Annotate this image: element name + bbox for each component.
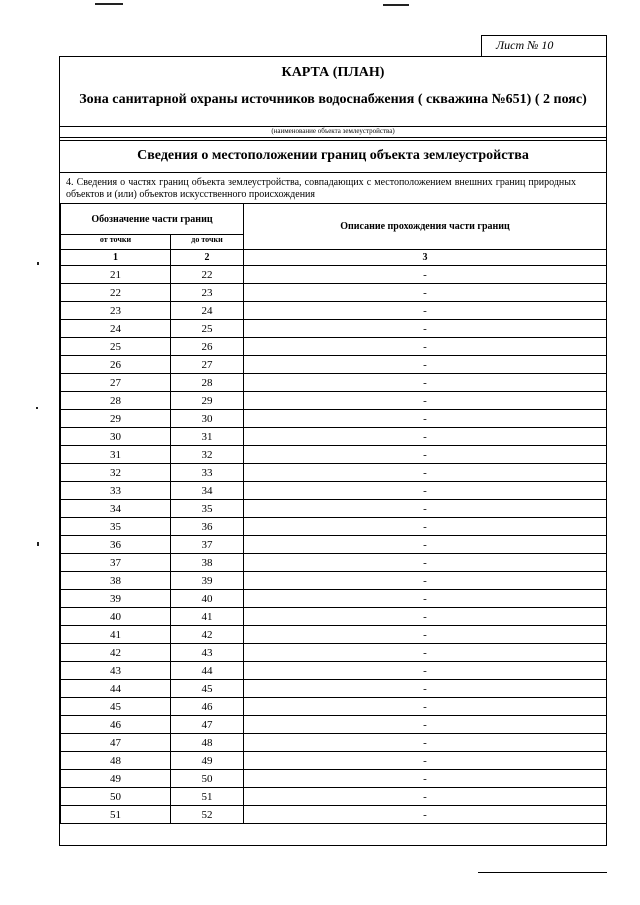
table-row [61, 500, 607, 518]
table-row [61, 446, 607, 464]
table-row [61, 536, 607, 554]
cell-from: 49 [61, 770, 171, 788]
cell-from: 28 [61, 392, 171, 410]
table-row [61, 806, 607, 824]
cell-from: 27 [61, 374, 171, 392]
cell-desc: - [244, 608, 607, 626]
table-row [61, 464, 607, 482]
divider [60, 140, 606, 141]
column-number: 3 [244, 250, 607, 266]
cell-desc: - [244, 680, 607, 698]
table-row [61, 590, 607, 608]
col-from-header: от точки [61, 235, 171, 250]
cell-to: 44 [171, 662, 244, 680]
cell-to: 49 [171, 752, 244, 770]
cell-desc: - [244, 446, 607, 464]
table-row [61, 734, 607, 752]
table-row [61, 356, 607, 374]
cell-from: 37 [61, 554, 171, 572]
table-row [61, 770, 607, 788]
cell-from: 29 [61, 410, 171, 428]
cell-desc: - [244, 500, 607, 518]
cell-to: 38 [171, 554, 244, 572]
cell-from: 36 [61, 536, 171, 554]
cell-to: 35 [171, 500, 244, 518]
cell-to: 51 [171, 788, 244, 806]
cell-desc: - [244, 770, 607, 788]
cell-to: 30 [171, 410, 244, 428]
sheet-number: Лист № 10 [481, 35, 607, 57]
cell-desc: - [244, 806, 607, 824]
object-name-caption: (наименование объекта землеустройства) [271, 127, 395, 135]
table-row [61, 554, 607, 572]
column-number: 1 [61, 250, 171, 266]
section-title: Сведения о местоположении границ объекта землеустройства [137, 148, 529, 163]
cell-desc: - [244, 590, 607, 608]
divider [60, 172, 606, 173]
cell-to: 27 [171, 356, 244, 374]
cell-from: 21 [61, 266, 171, 284]
cell-from: 34 [61, 500, 171, 518]
cell-desc: - [244, 428, 607, 446]
cell-from: 43 [61, 662, 171, 680]
page-title: КАРТА (ПЛАН) [281, 65, 385, 80]
table-row [61, 338, 607, 356]
cell-from: 30 [61, 428, 171, 446]
table-row [61, 716, 607, 734]
cell-to: 29 [171, 392, 244, 410]
cell-desc: - [244, 374, 607, 392]
table-row [61, 608, 607, 626]
scan-mark [37, 262, 39, 265]
cell-desc: - [244, 662, 607, 680]
cell-desc: - [244, 266, 607, 284]
cell-to: 52 [171, 806, 244, 824]
cell-to: 37 [171, 536, 244, 554]
table-row [61, 428, 607, 446]
column-number-row [61, 250, 607, 266]
cell-desc: - [244, 644, 607, 662]
cell-to: 47 [171, 716, 244, 734]
table-row [61, 698, 607, 716]
cell-desc: - [244, 518, 607, 536]
table-row [61, 266, 607, 284]
signature-line [478, 872, 607, 873]
cell-from: 41 [61, 626, 171, 644]
cell-from: 50 [61, 788, 171, 806]
cell-to: 25 [171, 320, 244, 338]
col-description-header: Описание прохождения части границ [244, 204, 607, 250]
cell-from: 23 [61, 302, 171, 320]
cell-from: 24 [61, 320, 171, 338]
cell-from: 22 [61, 284, 171, 302]
cell-desc: - [244, 482, 607, 500]
col-to-header: до точки [171, 235, 244, 250]
cell-desc: - [244, 716, 607, 734]
table-row [61, 518, 607, 536]
cell-from: 33 [61, 482, 171, 500]
cell-from: 38 [61, 572, 171, 590]
col-group-header: Обозначение части границ [61, 204, 244, 235]
cell-to: 48 [171, 734, 244, 752]
cell-to: 31 [171, 428, 244, 446]
table-row [61, 320, 607, 338]
cell-from: 45 [61, 698, 171, 716]
cell-from: 31 [61, 446, 171, 464]
cell-from: 47 [61, 734, 171, 752]
cell-desc: - [244, 536, 607, 554]
cell-from: 44 [61, 680, 171, 698]
cell-to: 40 [171, 590, 244, 608]
table-row [61, 374, 607, 392]
cell-from: 26 [61, 356, 171, 374]
cell-from: 46 [61, 716, 171, 734]
cell-desc: - [244, 392, 607, 410]
cell-to: 43 [171, 644, 244, 662]
scan-mark [383, 4, 409, 6]
boundary-table [60, 203, 607, 824]
cell-to: 46 [171, 698, 244, 716]
cell-desc: - [244, 410, 607, 428]
table-row [61, 572, 607, 590]
cell-desc: - [244, 698, 607, 716]
cell-desc: - [244, 554, 607, 572]
table-row [61, 644, 607, 662]
cell-from: 35 [61, 518, 171, 536]
table-row [61, 482, 607, 500]
cell-to: 23 [171, 284, 244, 302]
cell-desc: - [244, 734, 607, 752]
cell-from: 40 [61, 608, 171, 626]
column-number: 2 [171, 250, 244, 266]
section-paragraph: 4. Сведения о частях границ объекта землеустройства, совпадающих с местоположением внешних границ природных объектов и (или) объектов искусственного происхождения [66, 177, 576, 200]
cell-to: 39 [171, 572, 244, 590]
form-frame [59, 56, 607, 846]
cell-desc: - [244, 572, 607, 590]
table-row [61, 302, 607, 320]
cell-to: 36 [171, 518, 244, 536]
scan-mark [37, 542, 39, 546]
cell-from: 39 [61, 590, 171, 608]
cell-desc: - [244, 302, 607, 320]
cell-from: 48 [61, 752, 171, 770]
table-row [61, 284, 607, 302]
table-row [61, 392, 607, 410]
cell-to: 26 [171, 338, 244, 356]
table-row [61, 662, 607, 680]
cell-from: 32 [61, 464, 171, 482]
cell-desc: - [244, 338, 607, 356]
cell-to: 32 [171, 446, 244, 464]
scan-mark [95, 3, 123, 5]
cell-to: 50 [171, 770, 244, 788]
cell-to: 34 [171, 482, 244, 500]
table-row [61, 788, 607, 806]
cell-to: 22 [171, 266, 244, 284]
cell-desc: - [244, 752, 607, 770]
cell-from: 25 [61, 338, 171, 356]
cell-desc: - [244, 284, 607, 302]
table-row [61, 626, 607, 644]
cell-to: 24 [171, 302, 244, 320]
table-row [61, 680, 607, 698]
cell-from: 51 [61, 806, 171, 824]
cell-from: 42 [61, 644, 171, 662]
cell-desc: - [244, 626, 607, 644]
cell-to: 33 [171, 464, 244, 482]
cell-desc: - [244, 464, 607, 482]
cell-to: 28 [171, 374, 244, 392]
cell-desc: - [244, 320, 607, 338]
table-row [61, 752, 607, 770]
object-name: Зона санитарной охраны источников водоснабжения ( скважина №651) ( 2 пояс) [79, 92, 587, 107]
scan-mark [36, 407, 38, 409]
cell-to: 41 [171, 608, 244, 626]
cell-desc: - [244, 356, 607, 374]
cell-to: 42 [171, 626, 244, 644]
table-row [61, 410, 607, 428]
cell-to: 45 [171, 680, 244, 698]
divider [60, 137, 606, 138]
cell-desc: - [244, 788, 607, 806]
